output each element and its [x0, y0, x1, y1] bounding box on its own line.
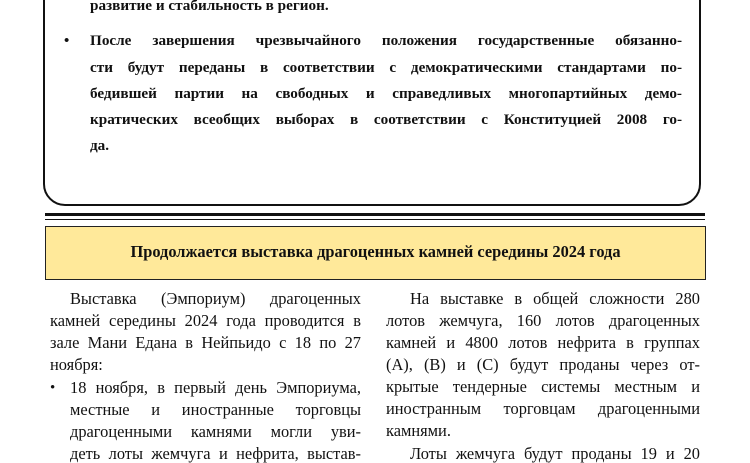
box-partial-line: развитие и стабильность в регион.: [90, 0, 329, 14]
right-col-line: камней и 4800 лотов нефрита в группах: [386, 333, 700, 352]
left-col-line: камней середины 2024 года проводится в: [50, 311, 361, 330]
right-col-line: иностранным торговцам драгоценными: [386, 399, 700, 418]
box-bullet-line: После завершения чрезвычайного положения государственные обязанно-: [90, 32, 682, 49]
right-col-line: крытые тендерные системы местным и: [386, 377, 700, 396]
right-col-line: (A), (B) и (C) будут проданы через от-: [386, 355, 700, 374]
separator-thin: [45, 219, 705, 220]
left-col-line: Выставка (Эмпориум) драгоценных: [70, 289, 361, 308]
separator-thick: [45, 213, 705, 216]
left-col-bullet-line: местные и иностранные торговцы: [70, 400, 361, 419]
left-col-bullet-line: деть лоты жемчуга и нефрита, выстав-: [70, 444, 361, 463]
bullet-dot: •: [50, 380, 56, 396]
box-bullet-line: сти будут переданы в соответствии с демократическими стандартами по-: [90, 59, 682, 76]
right-col-line: камнями.: [386, 421, 451, 440]
right-col-line: На выставке в общей сложности 280: [410, 289, 700, 308]
right-col-line: Лоты жемчуга будут проданы 19 и 20: [410, 444, 700, 463]
box-bullet-line: бедившей партии на свободных и справедливых многопартийных демо-: [90, 85, 682, 102]
left-col-bullet-line: драгоценными камнями могли уви-: [70, 422, 361, 441]
left-col-bullet-line: 18 ноября, в первый день Эмпориума,: [70, 378, 361, 397]
right-col-line: лотов жемчуга, 160 лотов драгоценных: [386, 311, 700, 330]
left-col-line: ноября:: [50, 355, 103, 374]
highlight-box: [43, 0, 701, 206]
box-bullet-line: да.: [90, 137, 110, 154]
bullet-dot: •: [64, 33, 70, 49]
headline-banner: [45, 226, 706, 280]
box-bullet-line: кратических всеобщих выборах в соответствии с Конституцией 2008 го-: [90, 111, 682, 128]
article-headline: Продолжается выставка драгоценных камней середины 2024 года: [130, 242, 621, 261]
left-col-line: зале Мани Едана в Нейпьидо с 18 по 27: [50, 333, 361, 352]
